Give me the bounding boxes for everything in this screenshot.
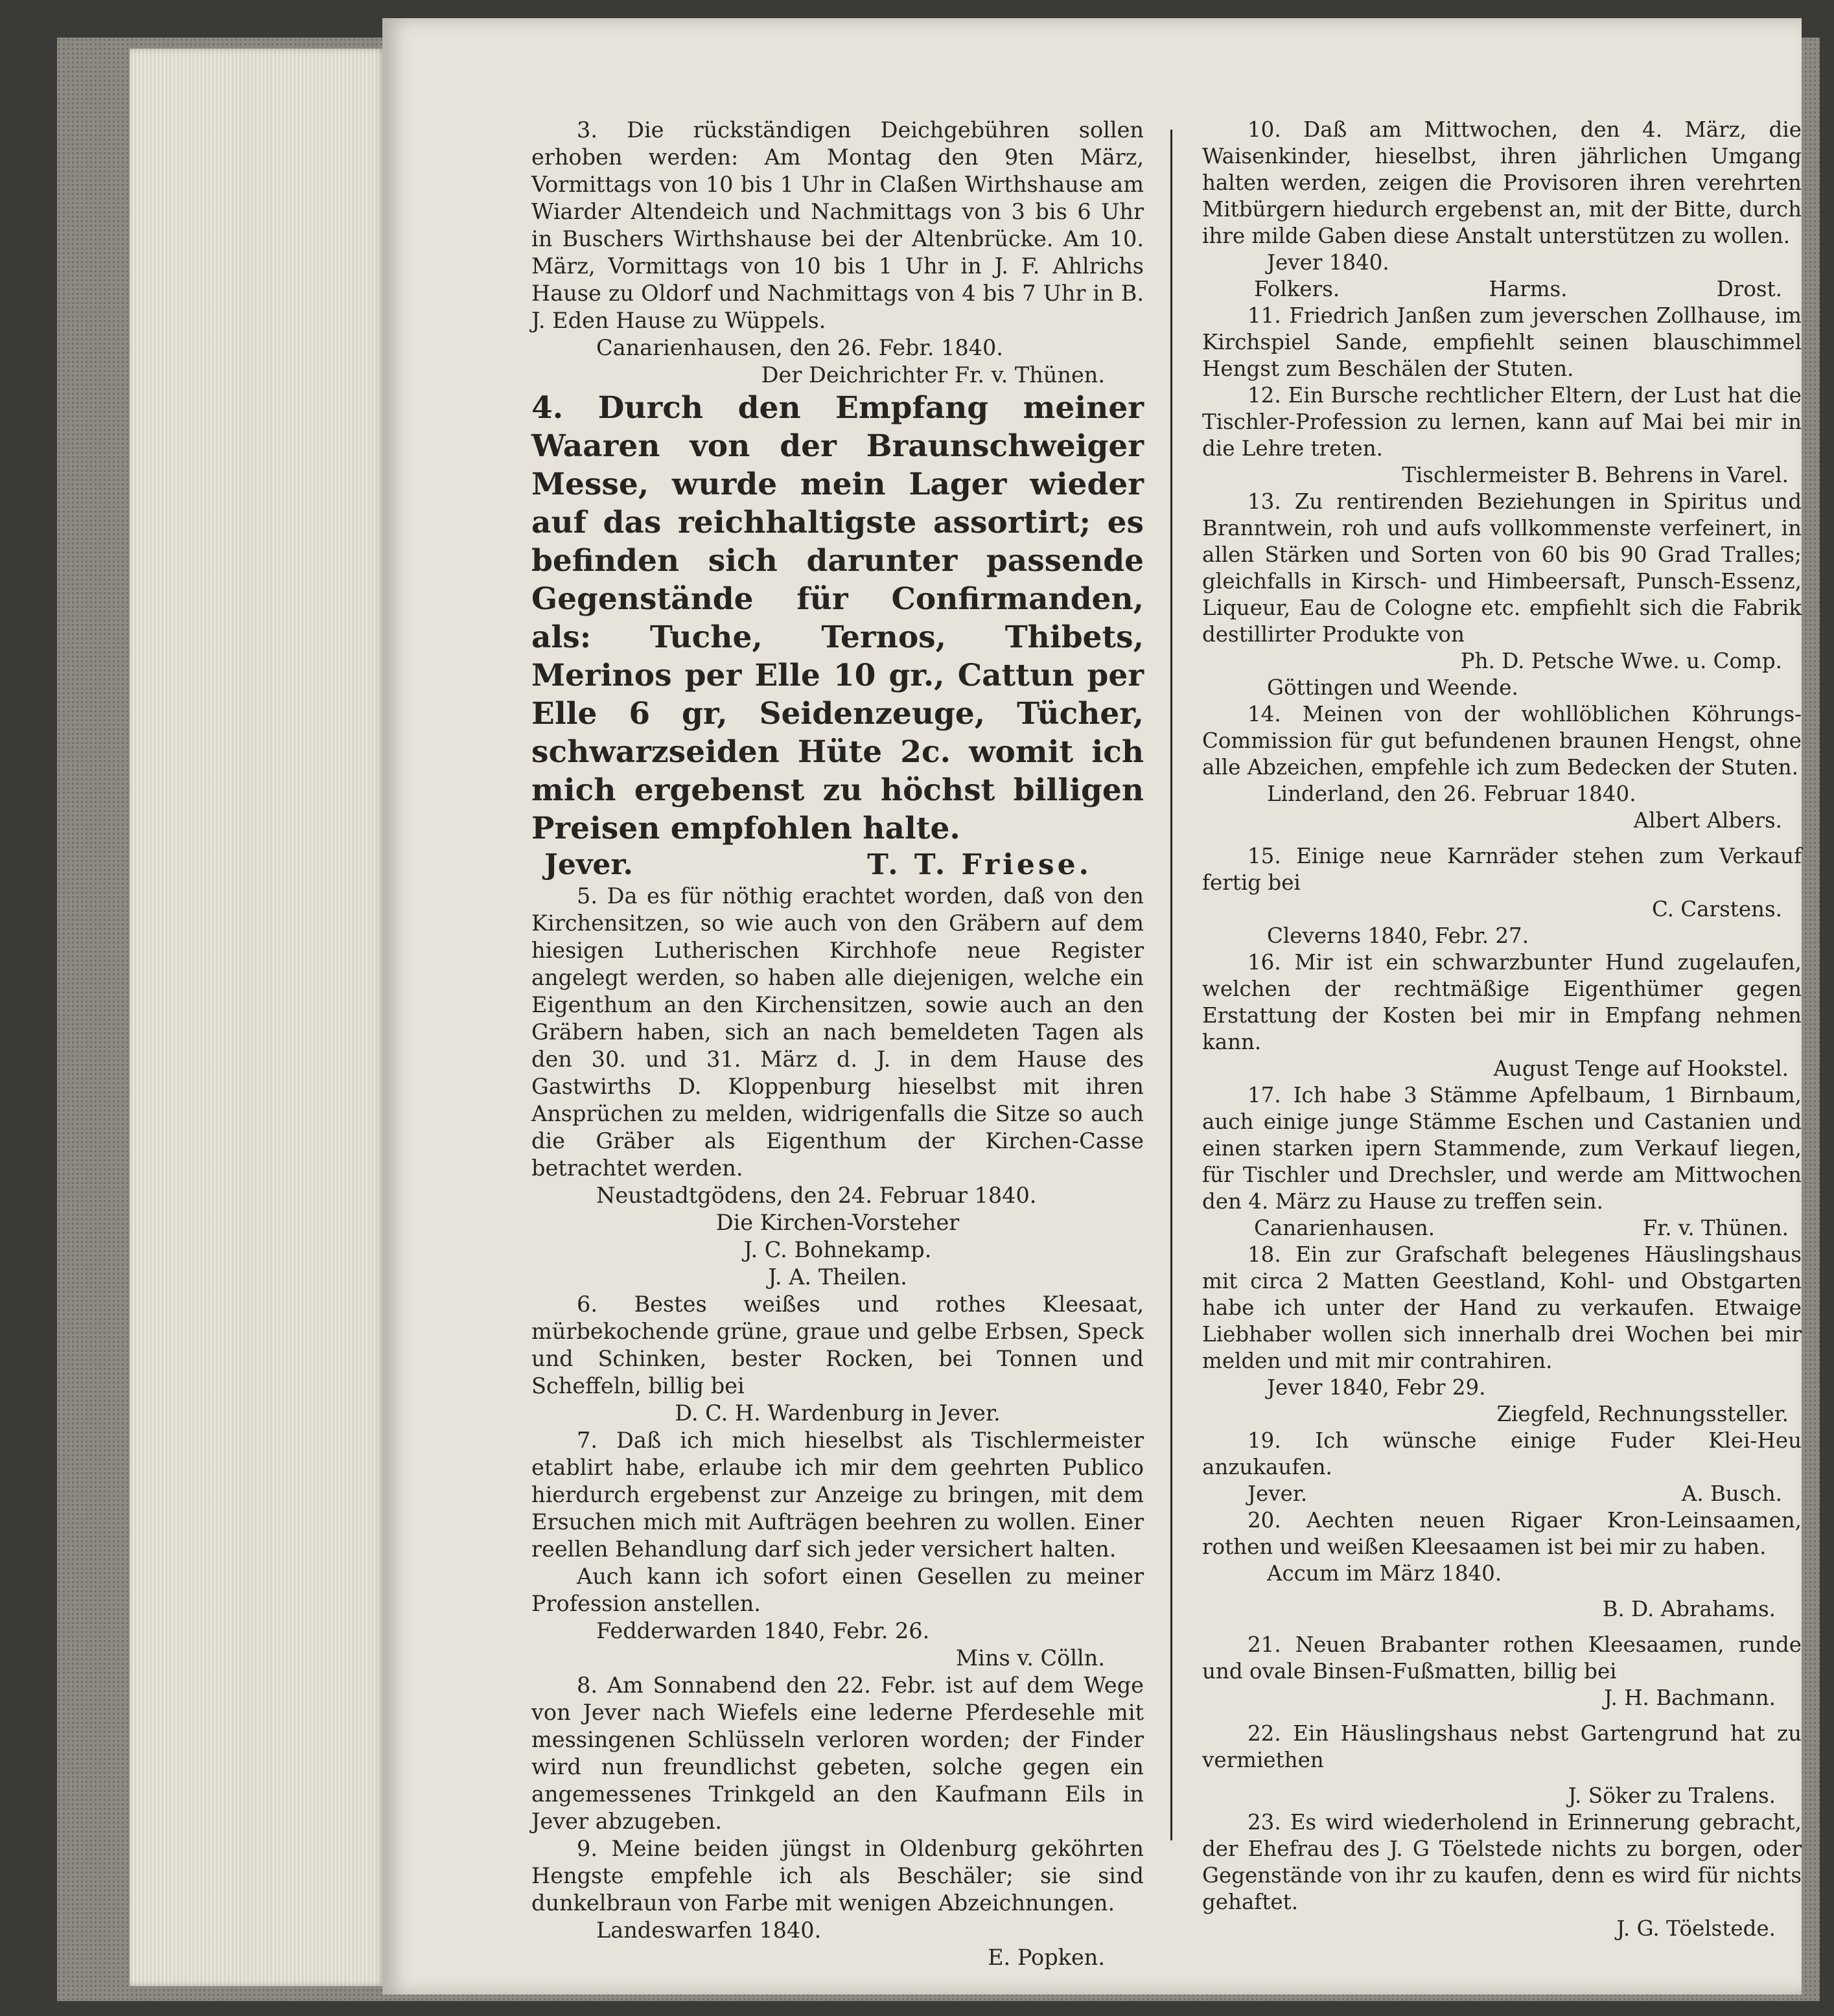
ad-16-signature: August Tenge auf Hookstel. <box>1493 1056 1789 1081</box>
ad-7-place: Fedderwarden 1840, Febr. 26. <box>596 1618 930 1643</box>
column-rule <box>1170 130 1172 1840</box>
ad-21-text: 21. Neuen Brabanter rothen Kleesaamen, runde und ovale Binsen-Fußmatten, billig bei <box>1202 1632 1802 1684</box>
ad-7-text: 7. Daß ich mich hieselbst als Tischlermeister etablirt habe, erlaube ich mir dem geehrten Publico hierdurch ergebenst zur Anzeige zu bringen, mit dem Ersuchen mich mit Aufträgen beehren zu wollen. Einer reellen Behandlung darf sich jeder versichert halten. <box>531 1428 1144 1562</box>
page-edges <box>130 49 386 1986</box>
ad-19-text: 19. Ich wünsche einige Fuder Klei-Heu anzukaufen. <box>1202 1428 1802 1479</box>
ad-10-signature-drost: Drost. <box>1716 277 1782 301</box>
ad-16-text: 16. Mir ist ein schwarzbunter Hund zugelaufen, welchen der rechtmäßige Eigenthümer gegen Erstattung der Kosten bei mir in Empfang nehmen kann. <box>1202 950 1802 1054</box>
ad-14-place: Linderland, den 26. Februar 1840. <box>1267 782 1636 806</box>
ad-5-signature-theilen: J. A. Theilen. <box>768 1264 907 1290</box>
ad-19-signature-line <box>1202 1481 1802 1507</box>
ad-13-place: Göttingen und Weende. <box>1267 675 1518 700</box>
left-column <box>531 117 1144 1971</box>
ad-7-text-2: Auch kann ich sofort einen Gesellen zu meiner Profession anstellen. <box>531 1564 1144 1616</box>
ad-4-signature-line <box>531 848 1144 883</box>
ad-18-place: Jever 1840, Febr 29. <box>1267 1375 1486 1400</box>
ad-17-signature: Fr. v. Thünen. <box>1642 1216 1789 1240</box>
ad-9-text: 9. Meine beiden jüngst in Oldenburg geköhrten Hengste empfehle ich als Beschäler; sie sind dunkelbraun von Farbe mit wenigen Abzeichnungen. <box>531 1836 1144 1916</box>
ad-10-signature-harms: Harms. <box>1489 277 1568 301</box>
ad-17-signature-line <box>1202 1215 1802 1242</box>
ad-5-place: Neustadtgödens, den 24. Februar 1840. <box>596 1183 1037 1208</box>
ad-4-text: 4. Durch den Empfang meiner Waaren von der Braunschweiger Messe, wurde mein Lager wieder auf das reichhaltigste assortirt; es befinden sich darunter passende Gegenstände für Confirmanden, als: Tuche, Ternos, Thibets, Merinos per Elle 10 gr., Cattun per Elle 6 gr, Seidenzeuge, Tücher, schwarzseiden Hüte 2c. womit ich mich ergebenst zu höchst billigen Preisen empfohlen halte. <box>531 390 1144 846</box>
ad-20-text: 20. Aechten neuen Rigaer Kron-Leinsaamen, rothen und weißen Kleesaamen ist bei mir zu haben. <box>1202 1508 1802 1559</box>
ad-10-signatures <box>1202 276 1802 303</box>
ad-9-signature: E. Popken. <box>988 1945 1105 1970</box>
ad-15-place: Cleverns 1840, Febr. 27. <box>1267 923 1529 948</box>
ad-20-place: Accum im März 1840. <box>1267 1561 1502 1586</box>
ad-20-signature: B. D. Abrahams. <box>1602 1597 1776 1621</box>
ad-18-signature: Ziegfeld, Rechnungssteller. <box>1496 1402 1789 1426</box>
ad-18-text: 18. Ein zur Grafschaft belegenes Häuslingshaus mit circa 2 Matten Geestland, Kohl- und Obstgarten habe ich unter der Hand zu verkaufen. Etwaige Liebhaber wollen sich innerhalb drei Wochen bei mir melden und mit mir contrahiren. <box>1202 1242 1802 1373</box>
ad-23-text: 23. Es wird wiederholend in Erinnerung gebracht, der Ehefrau des J. G Töelstede nichts zu borgen, oder Gegenstände von ihr zu kaufen, denn es wird für nichts gehaftet. <box>1202 1810 1802 1914</box>
ad-10-text: 10. Daß am Mittwochen, den 4. März, die Waisenkinder, hieselbst, ihren jährlichen Umgang halten werden, zeigen die Provisoren ihren verehrten Mitbürgern hiedurch ergebenst an, mit der Bitte, durch ihre milde Gaben diese Anstalt unterstützen zu wollen. <box>1202 117 1802 248</box>
ad-4-signature: T. T. Friese. <box>867 848 1092 881</box>
ad-5-text: 5. Da es für nöthig erachtet worden, daß von den Kirchensitzen, so wie auch von den Gräbern auf dem hiesigen Lutherischen Kirchhofe neue Register angelegt werden, so haben alle diejenigen, welche ein Eigenthum an den Kirchensitzen, sowie auch an den Gräbern haben, sich an nach bemeldeten Tagen als den 30. und 31. März d. J. in dem Hause des Gastwirths D. Kloppenburg hieselbst mit ihren Ansprüchen zu melden, widrigenfalls die Sitze so auch die Gräber als Eigenthum der Kirchen-Casse betrachtet werden. <box>531 883 1144 1181</box>
ad-13-signature: Ph. D. Petsche Wwe. u. Comp. <box>1460 649 1782 673</box>
ad-17-place: Canarienhausen. <box>1254 1216 1435 1240</box>
ad-13-text: 13. Zu rentirenden Beziehungen in Spiritus und Branntwein, roh und aufs vollkommenste verfeinert, in allen Stärken und Sorten von 60 bis 90 Grad Tralles; gleichfalls in Kirsch- und Himbeersaft, Punsch-Essenz, Liqueur, Eau de Cologne etc. empfiehlt sich die Fabrik destillirter Produkte von <box>1202 489 1802 647</box>
ad-3-signature: Der Deichrichter Fr. v. Thünen. <box>761 362 1105 388</box>
ad-23-signature: J. G. Töelstede. <box>1616 1916 1776 1941</box>
ad-11-text: 11. Friedrich Janßen zum jeverschen Zollhause, im Kirchspiel Sande, empfiehlt seinen blauschimmel Hengst zum Beschälen der Stuten. <box>1202 303 1802 381</box>
ad-14-signature: Albert Albers. <box>1633 808 1782 833</box>
ad-4-place: Jever. <box>544 848 633 881</box>
ad-15-signature: C. Carstens. <box>1651 897 1782 921</box>
ad-17-text: 17. Ich habe 3 Stämme Apfelbaum, 1 Birnbaum, auch einige junge Stämme Eschen und Castanien und einen starken ipern Stammende, zum Verkauf liegen, für Tischler und Drechsler, und werde am Mittwochen den 4. März zu Hause zu treffen sein. <box>1202 1083 1802 1214</box>
ad-5-signature-title: Die Kirchen-Vorsteher <box>715 1210 960 1235</box>
ad-12-signature: Tischlermeister B. Behrens in Varel. <box>1402 463 1789 487</box>
ad-10-place: Jever 1840. <box>1267 250 1389 275</box>
ad-3-place: Canarienhausen, den 26. Febr. 1840. <box>596 335 1003 360</box>
ad-8-text: 8. Am Sonnabend den 22. Febr. ist auf dem Wege von Jever nach Wiefels eine lederne Pferdesehle mit messingenen Schlüsseln verloren worden; der Finder wird nun freundlichst gebeten, solche gegen ein angemessenes Trinkgeld an den Kaufmann Eils in Jever abzugeben. <box>531 1673 1144 1834</box>
ad-19-place: Jever. <box>1248 1481 1308 1506</box>
ad-12-text: 12. Ein Bursche rechtlicher Eltern, der Lust hat die Tischler-Profession zu lernen, kann auf Mai bei mir in die Lehre treten. <box>1202 383 1802 461</box>
ad-9-place: Landeswarfen 1840. <box>596 1918 822 1943</box>
ad-10-signature-folkers: Folkers. <box>1254 277 1340 301</box>
ad-21-signature: J. H. Bachmann. <box>1604 1686 1776 1710</box>
ad-19-signature: A. Busch. <box>1681 1481 1782 1506</box>
ad-7-signature: Mins v. Cölln. <box>955 1645 1105 1671</box>
right-column <box>1202 117 1802 1942</box>
ad-22-text: 22. Ein Häuslingshaus nebst Gartengrund hat zu vermiethen <box>1202 1721 1802 1772</box>
ad-3-text: 3. Die rückständigen Deichgebühren sollen erhoben werden: Am Montag den 9ten März, Vormittags von 10 bis 1 Uhr in Claßen Wirthshause am Wiarder Altendeich und Nachmittags von 3 bis 6 Uhr in Buschers Wirthshause bei der Altenbrücke. Am 10. März, Vormittags von 10 bis 1 Uhr in J. F. Ahlrichs Hause zu Oldorf und Nachmittags von 4 bis 7 Uhr in B. J. Eden Hause zu Wüppels. <box>531 117 1144 333</box>
ad-22-signature: J. Söker zu Tralens. <box>1568 1783 1776 1808</box>
ad-14-text: 14. Meinen von der wohllöblichen Köhrungs-Commission für gut befundenen braunen Hengst, ohne alle Abzeichen, empfehle ich zum Bedecken der Stuten. <box>1202 702 1802 780</box>
ad-5-signature-bohnekamp: J. C. Bohnekamp. <box>743 1237 932 1262</box>
ad-6-signature: D. C. H. Wardenburg in Jever. <box>675 1400 1001 1426</box>
ad-6-text: 6. Bestes weißes und rothes Kleesaat, mürbekochende grüne, graue und gelbe Erbsen, Speck und Schinken, bester Rocken, bei Tonnen und Scheffeln, billig bei <box>531 1292 1144 1398</box>
ad-15-text: 15. Einige neue Karnräder stehen zum Verkauf fertig bei <box>1202 844 1802 895</box>
